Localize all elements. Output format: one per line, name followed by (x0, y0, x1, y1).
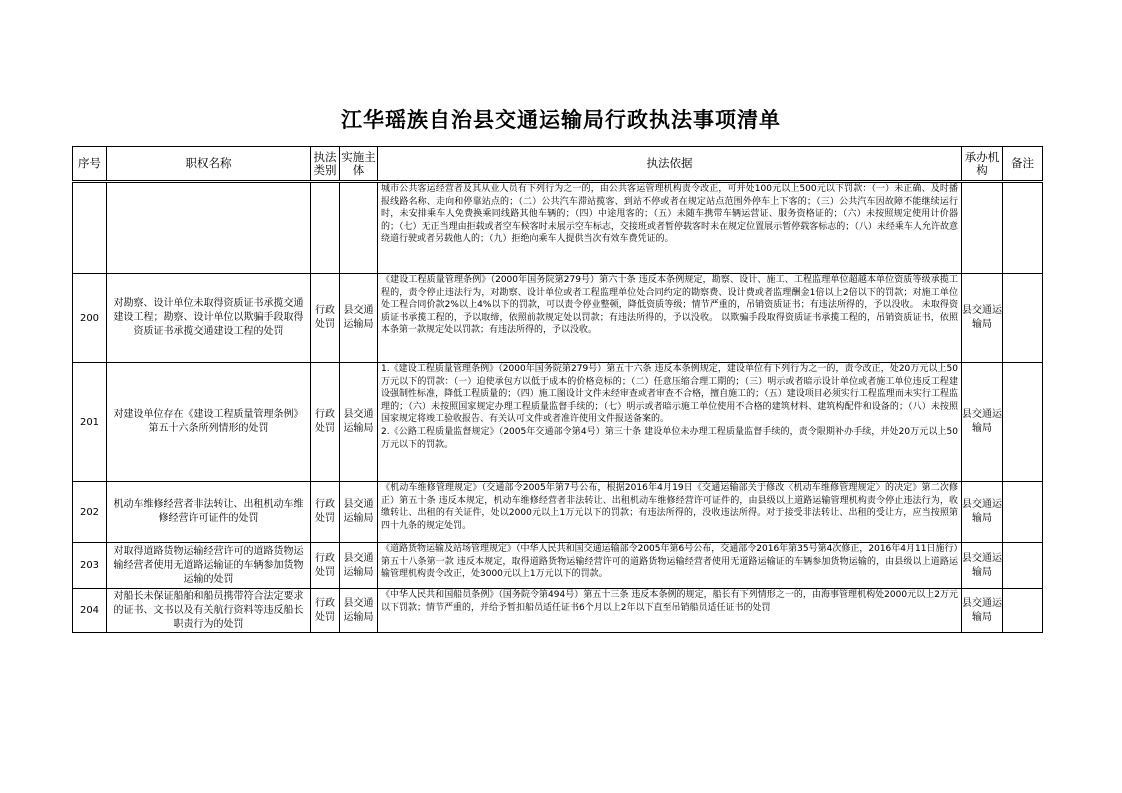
row-note (1003, 543, 1043, 589)
row-body: 县交通运输局 (340, 363, 378, 482)
row-basis-text: 《道路货物运输及站场管理规定》（中华人民共和国交通运输部令2005年第6号公布，交通部令2016年第35号第4次修正，2016年4月11日施行）第五十八条第一款 违反本规定，取得道路货物运输经营许可的道路货物运输经营者使用无道路运输证的车辆参加货物运输的，由县级以上道路运输管理机构责令改正，处3000元以上1万元以下的罚款。 (381, 544, 958, 580)
row-body: 县交通运输局 (340, 482, 378, 543)
header-type: 执法类别 (311, 147, 340, 182)
header-org: 承办机构 (962, 147, 1003, 182)
enforcement-table (72, 146, 1043, 633)
header-body: 实施主体 (340, 147, 378, 182)
row-name: 机动车维修经营者非法转让、出租机动车维修经营许可证件的处罚 (107, 482, 311, 543)
row-seq: 201 (73, 363, 107, 482)
row-org: 县交通运输局 (962, 274, 1003, 363)
row-name: 对建设单位存在《建设工程质量管理条例》第五十六条所列情形的处罚 (107, 363, 311, 482)
row-basis (378, 363, 962, 482)
table-row (73, 363, 1043, 482)
row-name (107, 182, 311, 274)
page-title: 江华瑶族自治县交通运输局行政执法事项清单 (341, 107, 781, 132)
row-basis-text: 1.《建设工程质量管理条例》（2000年国务院第279号）第五十六条 违反本条例规定，建设单位有下列行为之一的，责令改正，处20万元以上50万元以下的罚款：（一）迫使承包方以低于成本的价格竞标的；（二）任意压缩合理工期的；（三）明示或者暗示设计单位或者施工单位违反工程建设强制性标准，降低工程质量的；（四）施工图设计文件未经审查或者审查不合格，擅自施工的；（五）建设项目必须实行工程监理而未实行工程监理的；（六）未按照国家规定办理工程质量监督手续的；（七）明示或者暗示施工单位使用不合格的建筑材料、建筑构配件和设备的；（八）未按照国家规定将竣工验收报告、有关认可文件或者准许使用文件报送备案的。 2.《公路工程质量监督规定》（2005年交通部令第4号）第三十条 建设单位未办理工程质量监督手续的，责令限期补办手续，并处20万元以上50万元以下的罚款。 (381, 364, 958, 450)
row-basis (378, 589, 962, 633)
row-name: 对船长未保证船舶和船员携带符合法定要求的证书、文书以及有关航行资料等违反船长职责行为的处罚 (107, 589, 311, 633)
row-name: 对取得道路货物运输经营许可的道路货物运输经营者使用无道路运输证的车辆参加货物运输的处罚 (107, 543, 311, 589)
row-basis-text: 《建设工程质量管理条例》（2000年国务院第279号）第六十条 违反本条例规定，勘察、设计、施工、工程监理单位超越本单位资质等级承揽工程的，责令停止违法行为，对勘察、设计单位或者工程监理单位处合同约定的勘察费、设计费或者监理酬金1倍以上2倍以下的罚款；对施工单位处工程合同价款2%以上4%以下的罚款，可以责令停业整顿，降低资质等级；情节严重的，吊销资质证书；有违法所得的，予以没收。 未取得资质证书承揽工程的，予以取缔，依照前款规定处以罚款；有违法所得的，予以没收。 以欺骗手段取得资质证书承揽工程的，吊销资质证书，依照本条第一款规定处以罚款；有违法所得的，予以没收。 (381, 275, 958, 336)
header-name: 职权名称 (107, 147, 311, 182)
header-basis: 执法依据 (378, 147, 962, 182)
row-basis-text: 《中华人民共和国船员条例》（国务院令第494号）第五十三条 违反本条例的规定，船长有下列情形之一的，由海事管理机构处2000元以上2万元以下罚款；情节严重的，并给予暂扣船员适任证书6个月以上2年以下直至吊销船员适任证书的处罚 (381, 590, 958, 613)
row-seq: 203 (73, 543, 107, 589)
table-row (73, 543, 1043, 589)
row-body: 县交通运输局 (340, 274, 378, 363)
row-body: 县交通运输局 (340, 589, 378, 633)
row-basis (378, 274, 962, 363)
table-row (73, 182, 1043, 274)
row-basis (378, 182, 962, 274)
row-org: 县交通运输局 (962, 589, 1003, 633)
row-body (340, 182, 378, 274)
table-row (73, 589, 1043, 633)
row-basis (378, 543, 962, 589)
row-seq: 204 (73, 589, 107, 633)
row-type: 行政处罚 (311, 482, 340, 543)
row-seq (73, 182, 107, 274)
row-org: 县交通运输局 (962, 482, 1003, 543)
row-org: 县交通运输局 (962, 543, 1003, 589)
row-type (311, 182, 340, 274)
row-basis-text: 城市公共客运经营者及其从业人员有下列行为之一的，由公共客运管理机构责令改正，可并处100元以上500元以下罚款：（一）未正确、及时播报线路名称、走向和停靠站点的；（二）公共汽车滞站揽客、到站不停或者在规定站点范围外停车上下客的；（三）公共汽车因故障不能继续运行时，未安排乘车人免费换乘同线路其他车辆的；（四）中途甩客的；（五）未随车携带车辆运营证、服务资格证的；（六）未按照规定使用计价器的；（七）无正当理由拒载或者空车候客时未展示空车标志，交接班或者暂停载客时未在规定位置展示暂停载客标志的；（八）未经乘车人允许故意绕道行驶或者另载他人的；（九）拒绝向乘车人提供当次有效车费凭证的。 (381, 184, 958, 245)
row-type: 行政处罚 (311, 589, 340, 633)
row-org (962, 182, 1003, 274)
row-note (1003, 363, 1043, 482)
header-seq: 序号 (73, 147, 107, 182)
row-seq: 202 (73, 482, 107, 543)
row-note (1003, 589, 1043, 633)
header-row (73, 147, 1043, 182)
row-basis (378, 482, 962, 543)
row-basis-text: 《机动车维修管理规定》（交通部令2005年第7号公布，根据2016年4月19日《交通运输部关于修改〈机动车维修管理规定〉的决定》第二次修正）第五十条 违反本规定，机动车维修经营者非法转让、出租机动车维修经营许可证件的，由县级以上道路运输管理机构责令停止违法行为，收缴转让、出租的有关证件，处以2000元以上1万元以下的罚款；有违法所得的，没收违法所得。对于接受非法转让、出租的受让方，应当按照第四十九条的规定处罚。 (381, 483, 958, 531)
row-seq: 200 (73, 274, 107, 363)
row-note (1003, 482, 1043, 543)
table-row (73, 482, 1043, 543)
header-note: 备注 (1003, 147, 1043, 182)
row-note (1003, 274, 1043, 363)
row-name: 对勘察、设计单位未取得资质证书承揽交通建设工程；勘察、设计单位以欺骗手段取得资质证书承揽交通建设工程的处罚 (107, 274, 311, 363)
row-type: 行政处罚 (311, 543, 340, 589)
row-org: 县交通运输局 (962, 363, 1003, 482)
table-row (73, 274, 1043, 363)
row-body: 县交通运输局 (340, 543, 378, 589)
row-type: 行政处罚 (311, 363, 340, 482)
row-type: 行政处罚 (311, 274, 340, 363)
row-note (1003, 182, 1043, 274)
